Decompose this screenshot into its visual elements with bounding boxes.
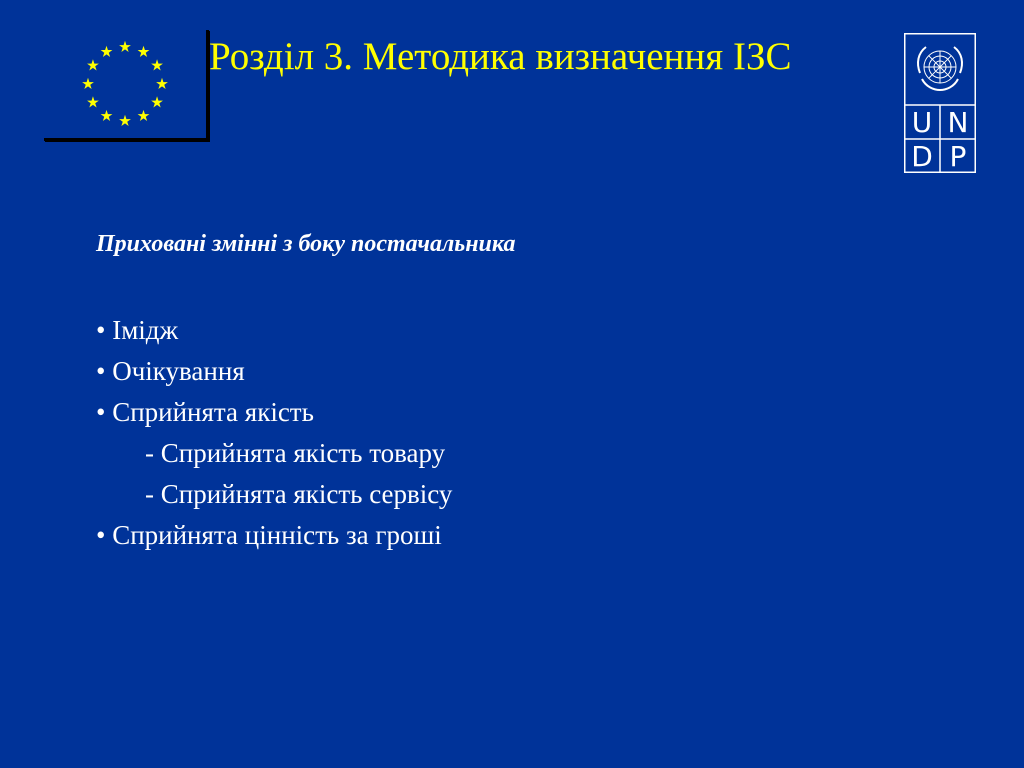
star-icon — [87, 96, 99, 107]
star-icon — [101, 110, 113, 121]
subheading: Приховані змінні з боку постачальника — [96, 231, 516, 257]
eu-flag-graphic — [44, 30, 206, 138]
sub-list-item: - Сприйнята якість товару — [145, 438, 446, 468]
undp-letter-u: U — [911, 106, 933, 139]
star-icon — [82, 78, 94, 89]
star-icon — [138, 110, 150, 121]
undp-letter-p: P — [949, 140, 967, 173]
list-item: • Сприйнята якість — [96, 397, 314, 427]
star-icon — [87, 59, 99, 70]
star-icon — [138, 46, 150, 57]
list-item: • Імідж — [96, 315, 179, 345]
star-icon — [151, 96, 163, 107]
star-icon — [119, 41, 131, 52]
undp-letter-n: N — [947, 106, 969, 139]
list-item: • Сприйнята цінність за гроші — [96, 520, 442, 550]
undp-logo-graphic — [904, 33, 976, 173]
un-emblem-icon — [918, 47, 962, 90]
eu-flag-icon — [44, 30, 209, 141]
star-icon — [119, 115, 131, 126]
undp-letter-d: D — [911, 140, 933, 173]
slide-title: Розділ 3. Методика визначення ІЗС — [209, 35, 792, 78]
undp-logo — [904, 33, 976, 173]
list-item: • Очікування — [96, 356, 245, 386]
sub-list-item: - Сприйнята якість сервісу — [145, 479, 453, 509]
bullet-list — [96, 310, 452, 556]
star-icon — [151, 59, 163, 70]
star-icon — [156, 78, 168, 89]
star-icon — [101, 46, 113, 57]
